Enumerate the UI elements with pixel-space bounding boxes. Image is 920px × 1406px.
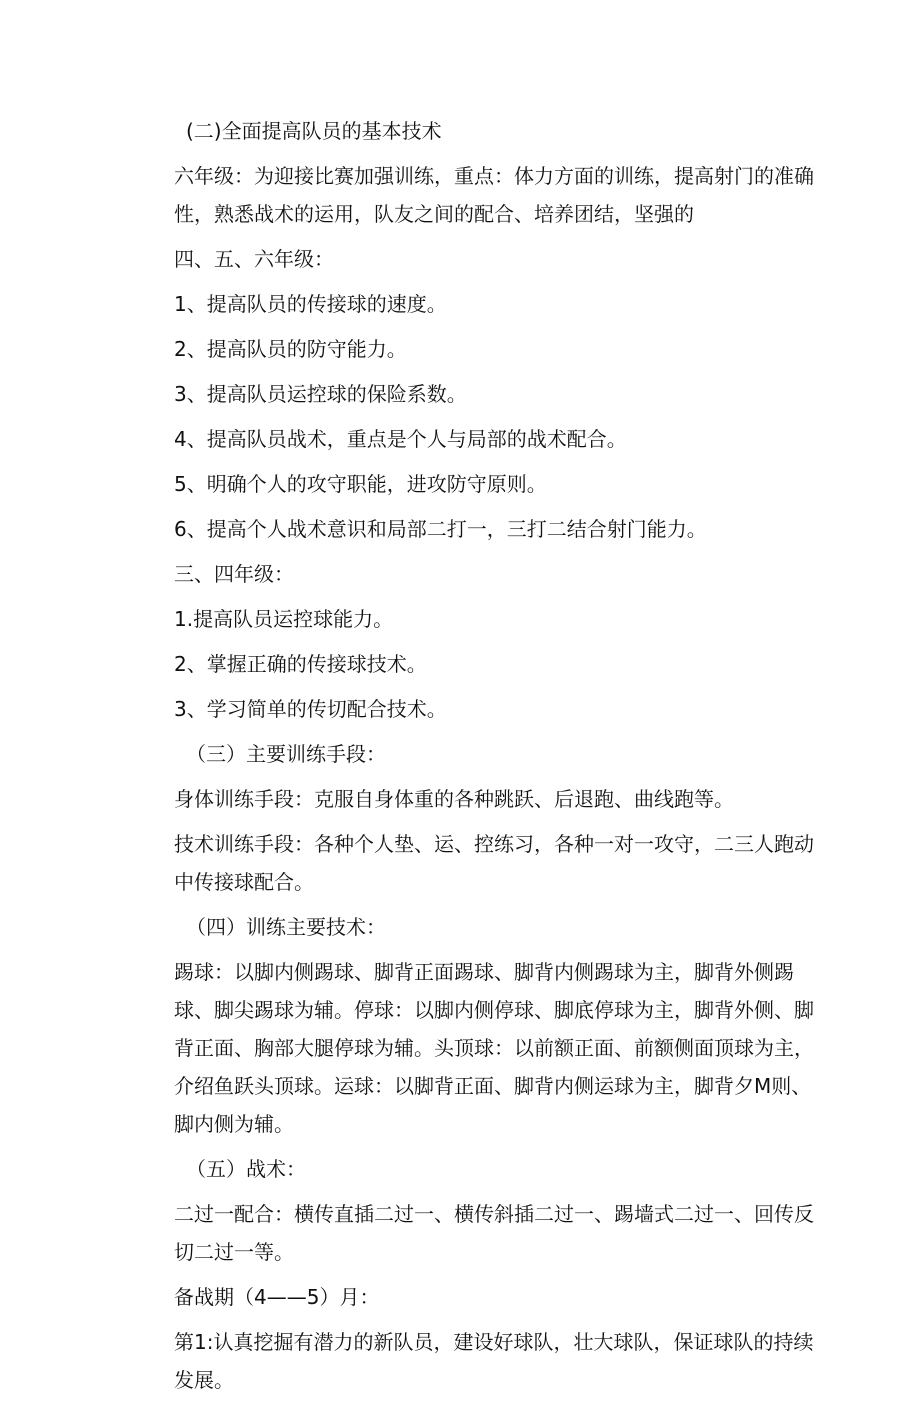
list-item: 3、提高队员运控球的保险系数。	[174, 382, 467, 406]
section-heading-main-techniques: （四）训练主要技术：	[186, 915, 386, 939]
subheading-grades-three-four: 三、四年级：	[174, 562, 294, 586]
subheading-preparation-period: 备战期（4——5）月：	[174, 1285, 380, 1309]
list-item: 5、明确个人的攻守职能，进攻防守原则。	[174, 472, 547, 496]
paragraph-grade-six: 六年级：为迎接比赛加强训练，重点：体力方面的训练，提高射门的准确性，熟悉战术的运用，队友之间的配合、培养团结，坚强的	[174, 164, 814, 226]
section-heading-basic-skills: (二)全面提高队员的基本技术	[186, 119, 442, 143]
section-heading-training-methods: （三）主要训练手段：	[186, 742, 386, 766]
list-item: 3、学习简单的传切配合技术。	[174, 697, 447, 721]
paragraph-techniques-detail: 踢球：以脚内侧踢球、脚背正面踢球、脚背内侧踢球为主，脚背外侧踢球、脚尖踢球为辅。停球：以脚内侧停球、脚底停球为主，脚背外侧、脚背正面、胸部大腿停球为辅。头顶球：以前额正面、前额侧面顶球为主，介绍鱼跃头顶球。运球：以脚背正面、脚背内侧运球为主，脚背夕M则、脚内侧为辅。	[174, 960, 814, 1136]
list-item: 2、提高队员的防守能力。	[174, 337, 407, 361]
list-item: 4、提高队员战术，重点是个人与局部的战术配合。	[174, 427, 627, 451]
list-item: 6、提高个人战术意识和局部二打一，三打二结合射门能力。	[174, 517, 707, 541]
subheading-grades-four-to-six: 四、五、六年级：	[174, 247, 334, 271]
list-item: 2、掌握正确的传接球技术。	[174, 652, 427, 676]
list-item: 1.提高队员运控球能力。	[174, 607, 394, 631]
section-heading-tactics: （五）战术：	[186, 1157, 306, 1181]
paragraph-preparation-item-one: 第1:认真挖掘有潜力的新队员，建设好球队，壮大球队，保证球队的持续发展。	[174, 1330, 814, 1392]
list-item: 1、提高队员的传接球的速度。	[174, 292, 447, 316]
document-body	[174, 112, 814, 1406]
paragraph-technical-training: 技术训练手段：各种个人垫、运、控练习，各种一对一攻守，二三人跑动中传接球配合。	[174, 832, 814, 894]
paragraph-physical-training: 身体训练手段：克服自身体重的各种跳跃、后退跑、曲线跑等。	[174, 787, 734, 811]
paragraph-tactics-detail: 二过一配合：横传直插二过一、横传斜插二过一、踢墙式二过一、回传反切二过一等。	[174, 1202, 814, 1264]
